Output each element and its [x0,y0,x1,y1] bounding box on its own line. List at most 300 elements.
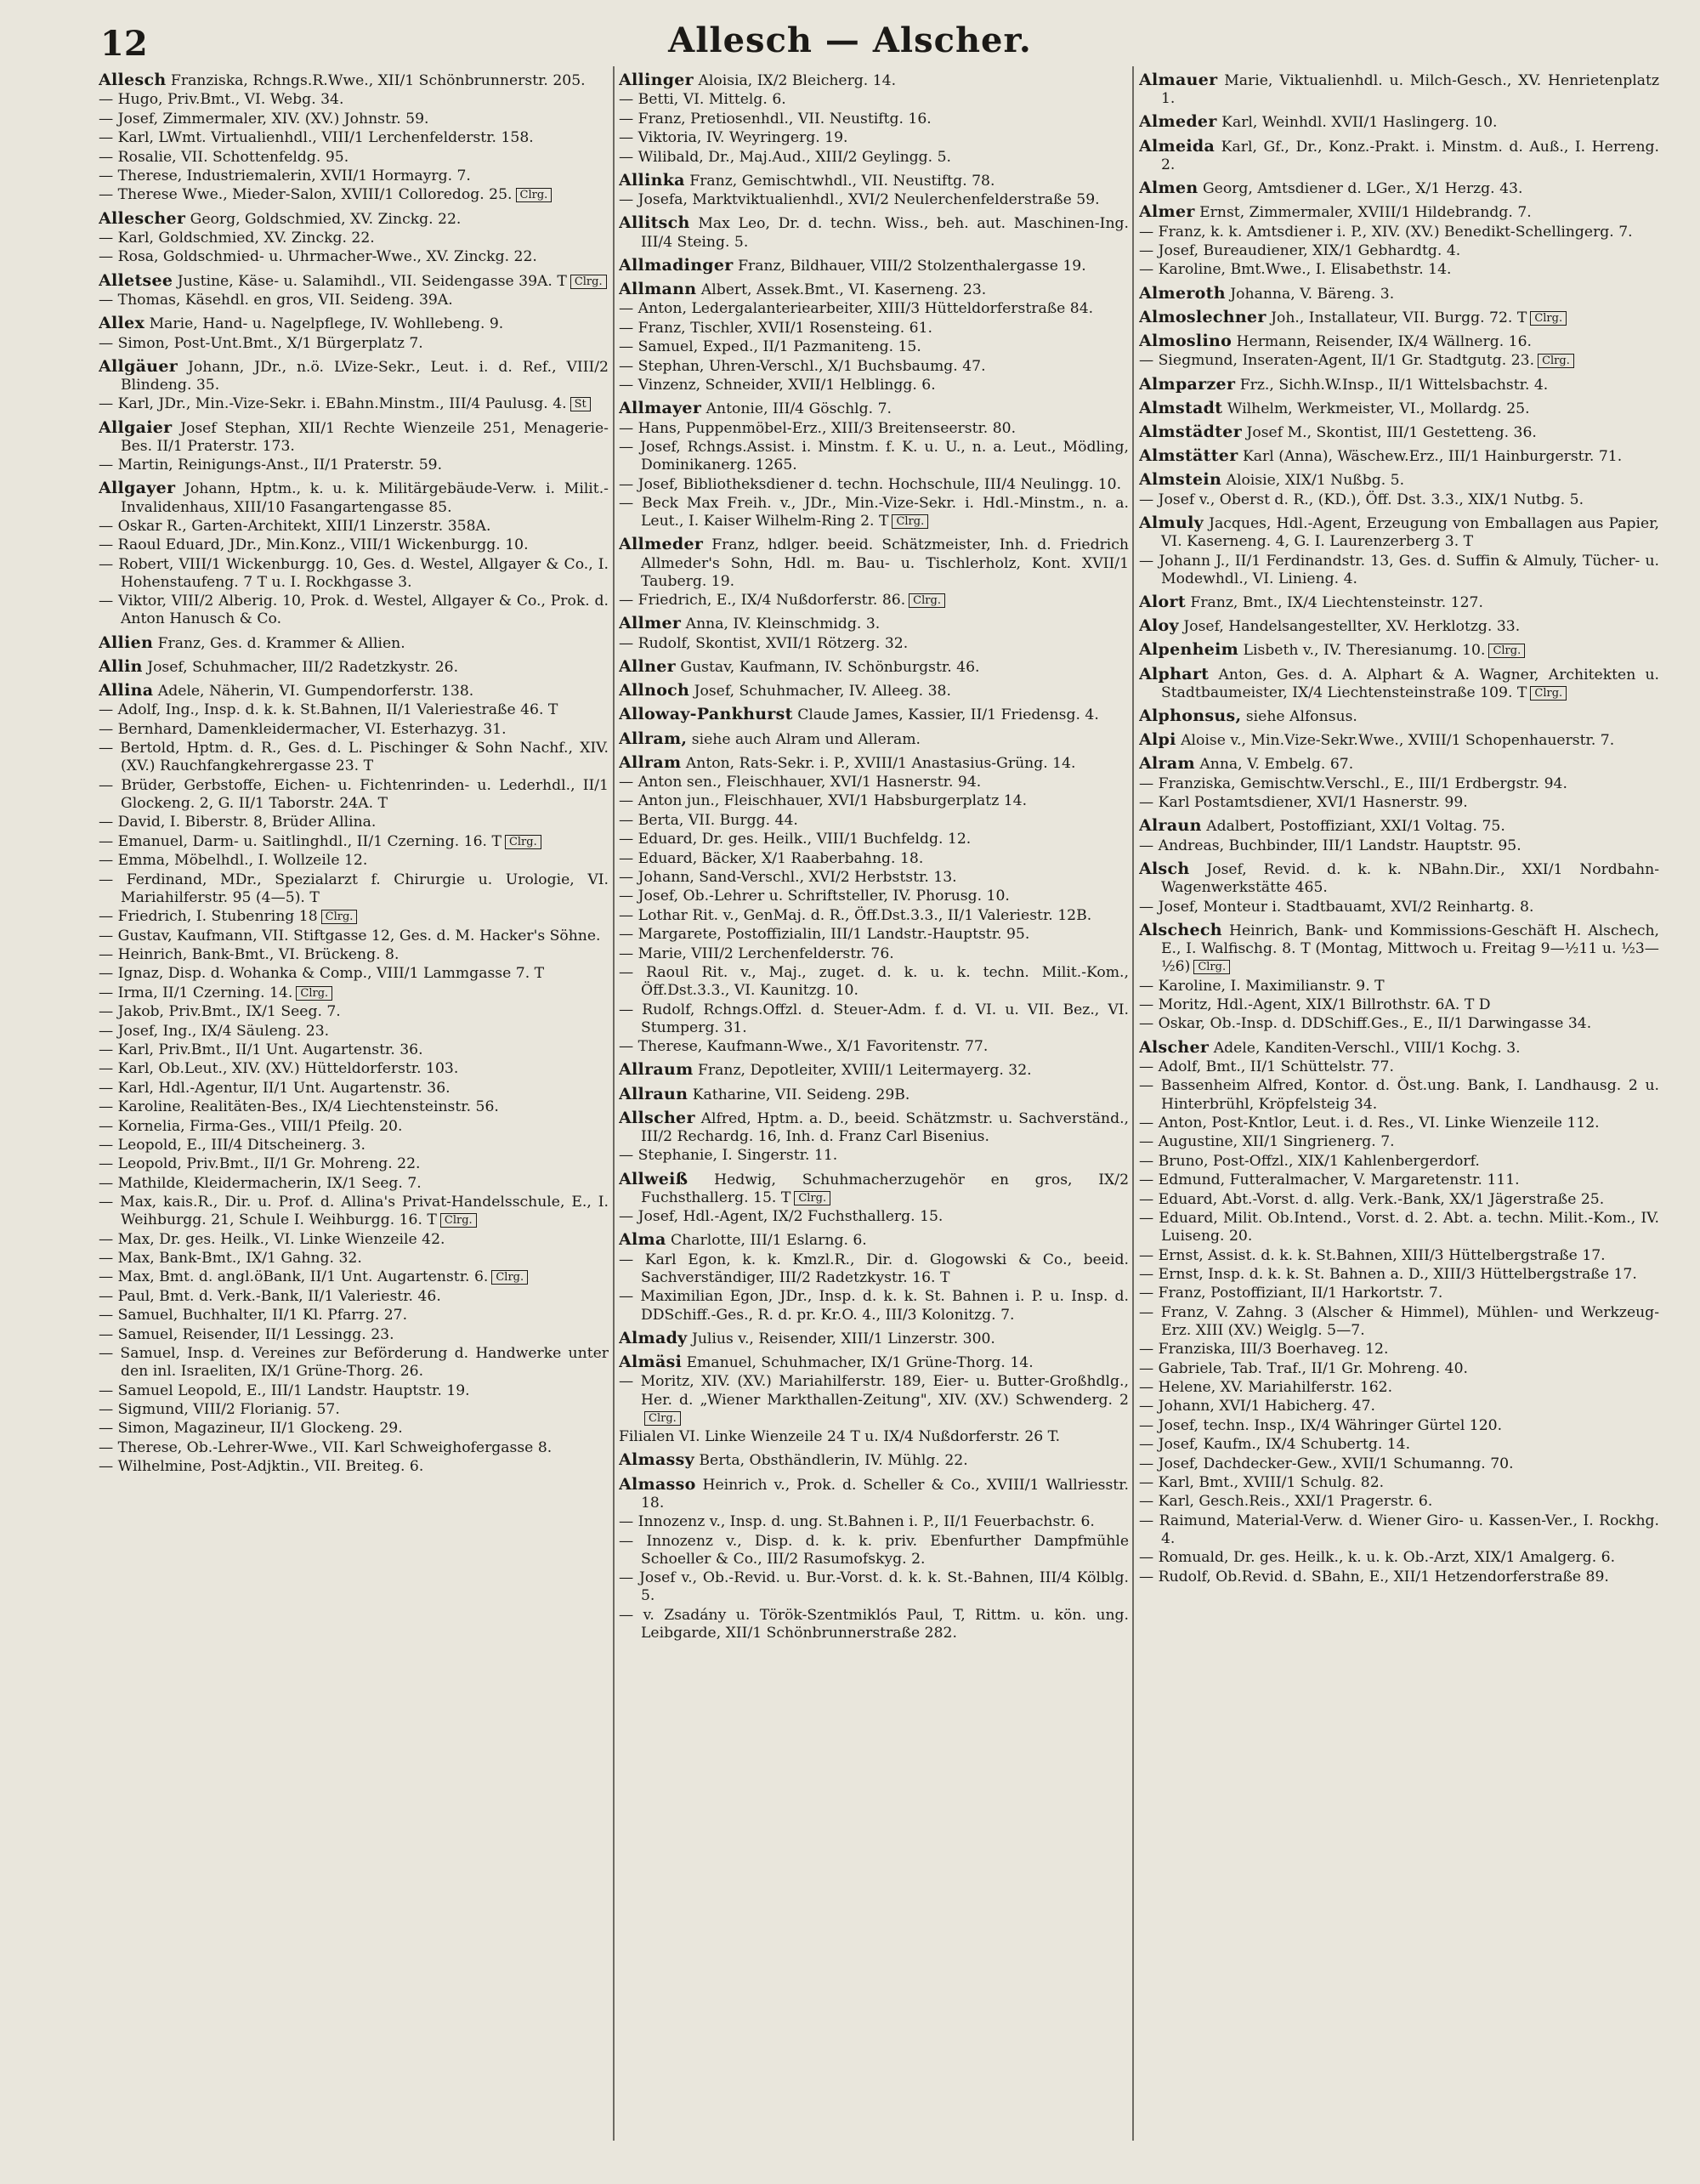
entry-text: Gustav, Kaufmann, IV. Schönburgstr. 46. [680,658,980,676]
entry-surname: Almäsi [619,1352,683,1371]
entry-text: — Moritz, XIV. (XV.) Mariahilferstr. 189, Eier- u. Butter-Großhdlg., Her. d. „Wiener Markthallen-Zeitung", XIV. (XV.) Schwenderg. 2 [619,1373,1129,1409]
directory-entry [99,1401,609,1419]
entry-text: — Wilibald, Dr., Maj.Aud., XIII/2 Geylingg. 5. [619,148,951,166]
entry-text: — Karl, Goldschmied, XV. Zinckg. 22. [99,229,375,247]
entry-text: Franz, Gemischtwhdl., VII. Neustiftg. 78. [689,172,995,190]
directory-entry [1139,1171,1659,1189]
directory-entry [1139,203,1659,222]
entry-text: — Helene, XV. Mariahilferstr. 162. [1139,1379,1393,1397]
directory-entry [99,518,609,536]
directory-entry [619,730,1129,749]
directory-entry [99,479,609,516]
directory-entry [619,1001,1129,1037]
entry-text: Adele, Kanditen-Verschl., VIII/1 Kochg. 3. [1213,1039,1521,1057]
directory-entry [619,1353,1129,1372]
entry-surname: Allinka [619,170,685,190]
directory-entry [99,740,609,775]
directory-entry [99,1382,609,1400]
directory-entry [99,1023,609,1041]
entry-text: — Karl, Priv.Bmt., II/1 Unt. Augartenstr. 36. [99,1041,423,1058]
entry-text: — Heinrich, Bank-Bmt., VI. Brückeng. 8. [99,946,400,963]
entry-text: Claude James, Kassier, II/1 Friedensg. 4. [797,706,1099,724]
entry-surname: Allitsch [619,213,690,233]
directory-entry [619,1607,1129,1642]
entry-surname: Allescher [99,208,186,228]
entry-text: Franz, Depotleiter, XVIII/1 Leitermayerg. 32. [698,1062,1032,1080]
entry-text: — Edmund, Futteralmacher, V. Margaretenstr. 111. [1139,1171,1520,1189]
entry-surname: Almstädter [1139,423,1243,441]
entry-text: — Karl, LWmt. Virtualienhdl., VIII/1 Lerchenfelderstr. 158. [99,129,534,147]
entry-text: Karl, Weinhdl. XVII/1 Haslingerg. 10. [1221,114,1498,132]
directory-entry [99,1307,609,1325]
entry-text: — Johann, XVI/1 Habicherg. 47. [1139,1398,1375,1415]
entry-text: — Leopold, E., III/4 Ditscheinerg. 3. [99,1136,366,1154]
entry-surname: Allscher [619,1108,695,1127]
directory-entry [99,814,609,831]
directory-entry [619,257,1129,275]
directory-entry [99,248,609,266]
directory-entry [99,833,609,851]
directory-entry [99,1194,609,1229]
directory-entry [619,91,1129,109]
entry-surname: Almady [619,1328,688,1347]
entry-text: Aloisie, XIX/1 Nußbg. 5. [1226,472,1405,490]
entry-text: Georg, Goldschmied, XV. Zinckg. 22. [190,210,462,228]
directory-entry [99,1420,609,1438]
clearing-badge: Clrg. [794,1191,830,1205]
clearing-badge: Clrg. [296,986,332,1001]
directory-entry [99,984,609,1002]
entry-text: — Betti, VI. Mittelg. 6. [619,91,786,109]
entry-text: Josef M., Skontist, III/1 Gestetteng. 36. [1246,424,1537,441]
entry-text: — Gabriele, Tab. Traf., II/1 Gr. Mohreng. 40. [1139,1359,1468,1377]
directory-entry [99,721,609,739]
entry-text: Hedwig, Schuhmacherzugehör en gros, IX/2 Fuchsthallerg. 15. T [641,1171,1129,1206]
directory-entry [99,965,609,983]
directory-entry [99,149,609,167]
entry-surname: Allner [619,656,676,676]
directory-entry [99,1003,609,1021]
entry-surname: Alphart [1139,664,1210,684]
entry-surname: Allien [99,633,154,652]
clearing-badge: Clrg. [321,910,358,924]
clearing-badge: Clrg. [1193,960,1230,974]
running-head: Allesch — Alscher. [668,20,1032,60]
entry-text: Adalbert, Postoffiziant, XXI/1 Voltag. 75. [1206,818,1505,836]
entry-text: — Franz, Postoffiziant, II/1 Harkortstr. 7. [1139,1285,1443,1302]
entry-surname: Allesch [99,71,167,89]
entry-text: — Anton jun., Fleischhauer, XVI/1 Habsburgerplatz 14. [619,792,1028,810]
directory-entry [619,1208,1129,1226]
entry-text: Karl, Gf., Dr., Konz.-Prakt. i. Minstm. d. Auß., I. Herreng. 2. [1161,138,1659,173]
directory-entry [1139,837,1659,855]
entry-text: — Josef, techn. Insp., IX/4 Währinger Gürtel 120. [1139,1416,1503,1434]
entry-text: — Therese Wwe., Mieder-Salon, XVIII/1 Colloredog. 25. [99,186,513,204]
entry-surname: Allgäuer [99,356,178,376]
entry-text: Josef, Handelsangestellter, XV. Herklotzg. 33. [1183,618,1521,636]
directory-entry [99,1231,609,1249]
entry-text: — Eduard, Bäcker, X/1 Raaberbahng. 18. [619,849,924,867]
directory-entry [99,272,609,291]
entry-text: Anton, Rats-Sekr. i. P., XVIII/1 Anastasius-Grüng. 14. [685,754,1076,772]
clearing-badge: Clrg. [644,1411,681,1426]
entry-text: — Josef, Monteur i. Stadtbauamt, XVI/2 Reinhartg. 8. [1139,898,1534,916]
directory-entry [619,635,1129,653]
directory-entry [619,658,1129,677]
directory-entry [1139,1493,1659,1511]
entry-text: — Therese, Ob.-Lehrer-Wwe., VII. Karl Schweighofergasse 8. [99,1438,552,1456]
directory-entry [619,111,1129,128]
entry-text: — Innozenz v., Disp. d. k. k. priv. Ebenfurther Dampfmühle Schoeller & Co., III/2 Rasumofskyg. 2. [619,1532,1129,1568]
entry-surname: Alort [1139,593,1186,611]
directory-entry [1139,1133,1659,1151]
entry-text: Heinrich, Bank- und Kommissions-Geschäft H. Alschech, E., I. Walfischg. 8. T (Montag, Mittwoch u. Freitag 9—½11 u. ½3—½6) [1161,922,1659,976]
clearing-badge: Clrg. [440,1213,477,1228]
directory-entry [619,1061,1129,1080]
entry-text: — Karl Egon, k. k. Kmzl.R., Dir. d. Glogowski & Co., beeid. Sachverständiger, III/2 Radetzkystr. 16. T [619,1251,1129,1286]
entry-text: Aloisia, IX/2 Bleicherg. 14. [698,72,897,89]
directory-entry [1139,860,1659,897]
entry-surname: Allex [99,314,145,333]
directory-entry [1139,1569,1659,1586]
directory-entry [99,71,609,90]
entry-text: — Oskar, Ob.-Insp. d. DDSchiff.Ges., E., II/1 Darwingasse 34. [1139,1015,1592,1033]
directory-entry [99,658,609,677]
directory-entry [619,300,1129,318]
directory-entry [99,1268,609,1286]
directory-entry [1139,1115,1659,1132]
entry-text: — Mathilde, Kleidermacherin, IX/1 Seeg. 7. [99,1174,422,1192]
entry-text: — Viktoria, IV. Weyringerg. 19. [619,129,848,147]
directory-entry [1139,1077,1659,1113]
directory-entry [1139,1455,1659,1473]
directory-entry [99,167,609,185]
directory-entry [619,1533,1129,1569]
directory-entry [1139,1266,1659,1284]
directory-entry [1139,423,1659,442]
entry-text: — Martin, Reinigungs-Anst., II/1 Praterstr. 59. [99,457,443,474]
entry-text: — Max, Bmt. d. angl.öBank, II/1 Unt. Augartenstr. 6. [99,1268,489,1286]
entry-text: — Bruno, Post-Offzl., XIX/1 Kahlenbergerdorf. [1139,1152,1480,1170]
entry-text: Antonie, III/4 Göschlg. 7. [706,400,892,418]
directory-entry [99,1326,609,1344]
entry-text: — Jakob, Priv.Bmt., IX/1 Seeg. 7. [99,1003,341,1021]
entry-text: — Josef v., Ob.-Revid. u. Bur.-Vorst. d. k. k. St.-Bahnen, III/4 Kölblg. 5. [619,1569,1129,1605]
entry-surname: Allmann [619,279,697,298]
directory-entry [99,1118,609,1136]
entry-text: — Josef, Dachdecker-Gew., XVII/1 Schumanng. 70. [1139,1455,1514,1472]
directory-entry [1139,224,1659,241]
entry-surname: Aloy [1139,616,1179,636]
entry-text: — Samuel, Buchhalter, II/1 Kl. Pfarrg. 27. [99,1307,408,1325]
directory-entry [1139,376,1659,394]
entry-surname: Almer [1139,202,1195,222]
entry-text: — Therese, Kaufmann-Wwe., X/1 Favoritenstr. 77. [619,1038,989,1056]
directory-entry [619,1288,1129,1324]
directory-entry [619,1086,1129,1104]
directory-entry [619,1038,1129,1056]
entry-surname: Almstadt [1139,398,1223,417]
directory-entry [99,315,609,333]
entry-text: — Johann, Sand-Verschl., XVI/2 Herbststr. 13. [619,869,957,887]
entry-surname: Alraun [1139,816,1202,836]
directory-entry [619,71,1129,90]
entry-surname: Allina [99,681,154,701]
directory-entry [619,907,1129,925]
entry-surname: Almoslechner [1139,307,1266,326]
directory-entry [1139,1549,1659,1567]
directory-entry [99,91,609,109]
directory-entry [99,1439,609,1457]
entry-text: — Simon, Post-Unt.Bmt., X/1 Bürgerplatz 7. [99,334,423,352]
clearing-badge: Clrg. [1530,311,1567,326]
entry-surname: Almasso [619,1474,696,1494]
entry-text: — Bassenheim Alfred, Kontor. d. Öst.ung. Bank, I. Landhausg. 2 u. Hinterbrühl, Kröpfelsteig 34. [1139,1077,1659,1113]
directory-entry [99,556,609,592]
directory-entry [1139,447,1659,466]
entry-text: Franz, Bmt., IX/4 Liechtensteinstr. 127. [1190,594,1483,611]
entry-text: — Innozenz v., Insp. d. ung. St.Bahnen i. P., II/1 Feuerbachstr. 6. [619,1513,1095,1531]
directory-entry [1139,1436,1659,1454]
entry-text: — Paul, Bmt. d. Verk.-Bank, II/1 Valeriestr. 46. [99,1287,441,1305]
directory-entry [1139,138,1659,174]
directory-entry [99,1175,609,1193]
entry-text: — Ernst, Assist. d. k. k. St.Bahnen, XIII/3 Hüttelbergstraße 17. [1139,1246,1606,1264]
entry-surname: Almstätter [1139,446,1238,466]
directory-entry [619,812,1129,830]
entry-text: — Ernst, Insp. d. k. k. St. Bahnen a. D., XIII/3 Hüttelbergstraße 17. [1139,1265,1637,1283]
directory-entry [619,682,1129,701]
entry-text: Anton, Ges. d. A. Alphart & A. Wagner, Architekten u. Stadtbaumeister, IX/4 Liechtensteinstraße 109. T [1161,666,1659,701]
clearing-badge: Clrg. [909,593,945,608]
clearing-badge: Clrg. [570,275,607,289]
directory-entry [619,592,1129,610]
entry-text: Josef, Schuhmacher, IV. Alleeg. 38. [694,683,951,701]
directory-entry [619,945,1129,963]
directory-entry [99,946,609,964]
entry-text: Justine, Käse- u. Salamihdl., VII. Seidengasse 39A. T [177,272,567,290]
directory-entry [619,129,1129,147]
directory-entry [99,871,609,907]
entry-text: — Siegmund, Inseraten-Agent, II/1 Gr. Stadtgutg. 23. [1139,352,1535,370]
directory-entry [1139,1512,1659,1548]
entry-text: Wilhelm, Werkmeister, VI., Mollardg. 25. [1227,400,1530,417]
directory-entry [619,358,1129,376]
entry-text: — Raoul Eduard, JDr., Min.Konz., VIII/1 Wickenburgg. 10. [99,536,529,554]
entry-surname: Allinger [619,71,694,89]
entry-text: — Romuald, Dr. ges. Heilk., k. u. k. Ob.-Arzt, XIX/1 Amalgerg. 6. [1139,1549,1616,1567]
directory-entry [1139,400,1659,418]
entry-text: — Josef, Zimmermaler, XIV. (XV.) Johnstr. 59. [99,110,429,128]
entry-text: — Karl, Bmt., XVIII/1 Schulg. 82. [1139,1474,1385,1491]
column-rule-right [1132,66,1134,2141]
directory-entry [99,1098,609,1116]
directory-entry [619,926,1129,944]
entry-text: — Max, Dr. ges. Heilk., VI. Linke Wienzeile 42. [99,1230,445,1248]
entry-text: — Rudolf, Rchngs.Offzl. d. Steuer-Adm. f. d. VI. u. VII. Bez., VI. Stumperg. 31. [619,1001,1129,1036]
directory-entry [619,1373,1129,1427]
entry-surname: Almparzer [1139,374,1236,394]
directory-entry [1139,242,1659,260]
entry-text: — Gustav, Kaufmann, VII. Stiftgasse 12, Ges. d. M. Hacker's Söhne. [99,927,601,945]
directory-entry [1139,641,1659,660]
directory-entry [619,400,1129,418]
entry-text: — Karl, Ob.Leut., XIV. (XV.) Hütteldorferstr. 103. [99,1060,459,1078]
entry-text: Katharine, VII. Seideng. 29B. [692,1086,910,1103]
column-rule-left [613,66,615,2141]
directory-entry [619,1251,1129,1287]
directory-entry [1139,775,1659,793]
entry-text: — Karoline, I. Maximilianstr. 9. T [1139,977,1385,995]
entry-surname: Allweiß [619,1169,688,1188]
directory-entry [619,774,1129,791]
directory-entry [1139,332,1659,351]
directory-entry [99,1080,609,1098]
entry-text: — Josefa, Marktviktualienhdl., XVI/2 Neulerchenfelderstraße 59. [619,191,1100,209]
entry-text: — Franz, Pretiosenhdl., VII. Neustiftg. 16. [619,110,932,128]
entry-text: Marie, Viktualienhdl. u. Milch-Gesch., XV. Henrietenplatz 1. [1161,72,1659,108]
entry-text: — Josef, Kaufm., IX/4 Schubertg. 14. [1139,1436,1411,1454]
entry-text: — Anton sen., Fleischhauer, XVI/1 Hasnerstr. 94. [619,774,982,791]
entry-text: — Kornelia, Firma-Ges., VIII/1 Pfeilg. 20. [99,1117,403,1135]
directory-entry [1139,617,1659,636]
directory-entry [1139,1341,1659,1359]
directory-entry [99,1345,609,1381]
entry-surname: Allmer [619,614,682,633]
entry-text: Adele, Näherin, VI. Gumpendorferstr. 138. [157,683,474,701]
directory-entry [99,335,609,353]
directory-entry [99,701,609,719]
directory-entry [99,682,609,701]
entry-text: Julius v., Reisender, XIII/1 Linzerstr. 300. [691,1330,995,1347]
directory-entry [1139,553,1659,588]
entry-text: siehe auch Alram und Alleram. [691,730,921,748]
entry-text: — Brüder, Gerbstoffe, Eichen- u. Fichtenrinden- u. Lederhdl., II/1 Glockeng. 2, G. II/1 Taborstr. 24A. T [99,776,609,813]
entry-text: Berta, Obsthändlerin, IV. Mühlg. 22. [699,1452,968,1470]
entry-surname: Alsch [1139,859,1190,878]
directory-entry [1139,922,1659,977]
entry-text: Josef Stephan, XII/1 Rechte Wienzeile 251, Menagerie-Bes. II/1 Praterstr. 173. [121,419,609,455]
entry-text: Albert, Assek.Bmt., VI. Kaserneng. 23. [700,281,987,298]
entry-text: — Anton, Ledergalanteriearbeiter, XIII/3 Hütteldorferstraße 84. [619,300,1094,318]
entry-text: Filialen VI. Linke Wienzeile 24 T u. IX/4 Nußdorferstr. 26 T. [619,1428,1061,1446]
clearing-badge: Clrg. [516,188,552,202]
directory-entry [619,214,1129,251]
directory-entry [1139,352,1659,370]
directory-entry [99,230,609,247]
directory-entry [1139,794,1659,812]
directory-entry [619,1147,1129,1165]
directory-entry [1139,285,1659,303]
directory-entry [619,1330,1129,1348]
directory-entry [1139,1285,1659,1302]
directory-entry [1139,707,1659,726]
entry-surname: Alloway-Pankhurst [619,705,793,724]
entry-text: Josef, Revid. d. k. k. NBahn.Dir., XXI/1 Nordbahn-Wagenwerkstätte 465. [1161,861,1659,897]
directory-entry [1139,1474,1659,1492]
directory-entry [619,1513,1129,1531]
entry-text: — v. Zsadány u. Török-Szentmiklós Paul, T, Rittm. u. kön. ung. Leibgarde, XII/1 Schönbrunnerstraße 282. [619,1606,1129,1642]
directory-entry [619,495,1129,530]
directory-entry [1139,1398,1659,1415]
entry-text: — Raimund, Material-Verw. d. Wiener Giro- u. Kassen-Ver., I. Rockhg. 4. [1139,1512,1659,1547]
directory-entry [99,1250,609,1268]
entry-text: — Eduard, Abt.-Vorst. d. allg. Verk.-Bank, XX/1 Jägerstraße 25. [1139,1190,1605,1208]
clearing-badge: Clrg. [1530,686,1567,701]
entry-text: — Josef, Ing., IX/4 Säuleng. 23. [99,1022,330,1040]
directory-entry [619,1451,1129,1470]
entry-text: Anna, V. Embelg. 67. [1199,756,1354,774]
directory-entry [99,111,609,128]
entry-text: Franz, Ges. d. Krammer & Allien. [157,634,405,652]
entry-text: — Josef, Bureaudiener, XIX/1 Gebhardtg. 4. [1139,242,1461,259]
entry-text: — Emma, Möbelhdl., I. Wollzeile 12. [99,852,368,870]
entry-surname: Allmayer [619,399,702,418]
entry-text: — Ignaz, Disp. d. Wohanka & Comp., VIII/1 Lammgasse 7. T [99,965,545,983]
directory-entry [1139,978,1659,996]
directory-entry [619,706,1129,724]
directory-entry [619,1231,1129,1250]
entry-surname: Almauer [1139,71,1218,89]
entry-surname: Allnoch [619,681,690,701]
directory-entry [1139,491,1659,509]
entry-text: Karl (Anna), Wäschew.Erz., III/1 Hainburgerstr. 71. [1242,448,1623,466]
entry-text: — Karl Postamtsdiener, XVI/1 Hasnerstr. 99. [1139,794,1468,812]
page-number: 12 [100,24,148,64]
entry-text: Emanuel, Schuhmacher, IX/1 Grüne-Thorg. 14. [686,1353,1034,1371]
entry-text: — Karoline, Realitäten-Bes., IX/4 Liechtensteinstr. 56. [99,1098,499,1116]
entry-text: — Samuel, Insp. d. Vereines zur Beförderung d. Handwerke unter den inl. Israeliten, IX/1 Grüne-Thorg. 26. [99,1345,609,1381]
entry-text: Johann, Hptm., k. u. k. Militärgebäude-Verw. i. Milit.-Invalidenhaus, XIII/10 Fasangartengasse 85. [121,480,609,516]
directory-entry [1139,1210,1659,1245]
entry-text: — Samuel Leopold, E., III/1 Landstr. Hauptstr. 19. [99,1381,470,1399]
directory-entry [1139,261,1659,279]
entry-text: — Franziska, III/3 Boerhaveg. 12. [1139,1341,1389,1359]
entry-text: — Franz, k. k. Amtsdiener i. P., XIV. (XV.) Benedikt-Schellingerg. 7. [1139,223,1633,241]
entry-text: — Irma, II/1 Czerning. 14. [99,984,293,1001]
entry-text: Aloise v., Min.Vize-Sekr.Wwe., XVIII/1 Schopenhauerstr. 7. [1181,732,1615,750]
entry-text: — Hans, Puppenmöbel-Erz., XIII/3 Breitenseerstr. 80. [619,419,1017,437]
entry-text: — Sigmund, VIII/2 Florianig. 57. [99,1401,340,1418]
directory-entry [619,149,1129,167]
entry-text: — David, I. Biberstr. 8, Brüder Allina. [99,814,377,831]
entry-text: — Karl, Gesch.Reis., XXI/1 Pragerstr. 6. [1139,1493,1433,1511]
directory-entry [99,1458,609,1476]
entry-text: — Beck Max Freih. v., JDr., Min.-Vize-Sekr. i. Hdl.-Minstm., n. a. Leut., I. Kaiser Wilhelm-Ring 2. T [619,494,1129,530]
directory-entry [619,1476,1129,1512]
entry-text: — Johann J., II/1 Ferdinandstr. 13, Ges. d. Suffin & Almuly, Tücher- u. Modewhdl., VI. Linieng. 4. [1139,552,1659,587]
directory-entry [99,292,609,309]
directory-entry [1139,1247,1659,1265]
entry-text: Marie, Hand- u. Nagelpflege, IV. Wohllebeng. 9. [149,315,504,333]
directory-entry [619,439,1129,474]
directory-entry [1139,514,1659,551]
entry-text: — Karl, Hdl.-Agentur, II/1 Unt. Augartenstr. 36. [99,1079,450,1097]
directory-entry [99,1041,609,1059]
entry-text: — Karl, JDr., Min.-Vize-Sekr. i. EBahn.Minstm., III/4 Paulusg. 4. [99,395,567,413]
entry-surname: Alletsee [99,270,173,290]
directory-entry [619,850,1129,868]
entry-text: siehe Alfonsus. [1245,708,1357,726]
entry-surname: Allraun [619,1084,688,1103]
directory-entry [1139,1417,1659,1435]
entry-text: — Therese, Industriemalerin, XVII/1 Hormayrg. 7. [99,167,471,184]
directory-entry [619,476,1129,494]
directory-entry [1139,593,1659,612]
entry-text: Franz, Bildhauer, VIII/2 Stolzenthalergasse 19. [738,257,1086,275]
entry-surname: Alpi [1139,730,1176,750]
directory-entry [99,852,609,870]
